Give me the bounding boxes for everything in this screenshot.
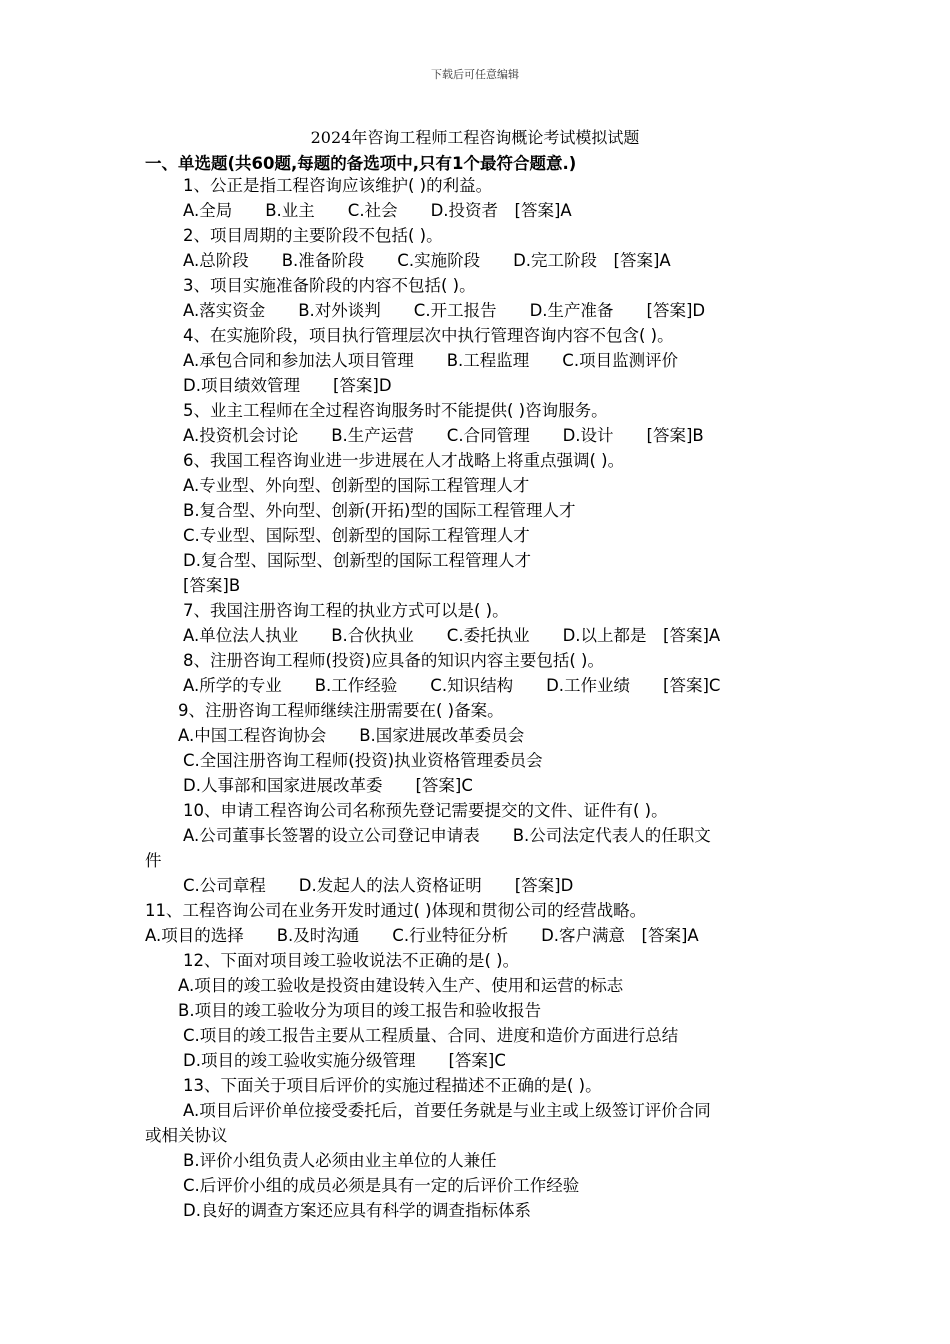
text-line: C.专业型、国际型、创新型的国际工程管理人才: [183, 526, 530, 545]
text-line: A.投资机会讨论 B.生产运营 C.合同管理 D.设计 [答案]B: [183, 426, 704, 445]
text-line: A.项目的竣工验收是投资由建设转入生产、使用和运营的标志: [178, 976, 624, 995]
text-line: 12、下面对项目竣工验收说法不正确的是( )。: [183, 951, 520, 970]
text-line: C.全国注册咨询工程师(投资)执业资格管理委员会: [183, 751, 543, 770]
text-line: A.所学的专业 B.工作经验 C.知识结构 D.工作业绩 [答案]C: [183, 676, 721, 695]
text-line: A.全局 B.业主 C.社会 D.投资者 [答案]A: [183, 201, 572, 220]
text-line: 9、注册咨询工程师继续注册需要在( )备案。: [178, 701, 504, 720]
text-line: B.评价小组负责人必须由业主单位的人兼任: [183, 1151, 497, 1170]
text-line: 1、公正是指工程咨询应该维护( )的利益。: [183, 176, 493, 195]
text-line: D.人事部和国家进展改革委 [答案]C: [183, 776, 473, 795]
text-line: 6、我国工程咨询业进一步进展在人才战略上将重点强调( )。: [183, 451, 625, 470]
text-line: 或相关协议: [145, 1126, 228, 1145]
text-line: A.项目的选择 B.及时沟通 C.行业特征分析 D.客户满意 [答案]A: [145, 926, 699, 945]
text-line: A.落实资金 B.对外谈判 C.开工报告 D.生产准备 [答案]D: [183, 301, 706, 320]
document-title: 2024年咨询工程师工程咨询概论考试模拟试题: [310, 128, 640, 147]
text-line: C.后评价小组的成员必须是具有一定的后评价工作经验: [183, 1176, 580, 1195]
text-line: C.项目的竣工报告主要从工程质量、合同、进度和造价方面进行总结: [183, 1026, 679, 1045]
text-line: 13、下面关于项目后评价的实施过程描述不正确的是( )。: [183, 1076, 602, 1095]
text-line: D.项目的竣工验收实施分级管理 [答案]C: [183, 1051, 506, 1070]
text-line: B.项目的竣工验收分为项目的竣工报告和验收报告: [178, 1001, 542, 1020]
header-note: 下载后可任意编辑: [431, 68, 519, 81]
text-line: 5、业主工程师在全过程咨询服务时不能提供( )咨询服务。: [183, 401, 608, 420]
text-line: A.总阶段 B.准备阶段 C.实施阶段 D.完工阶段 [答案]A: [183, 251, 671, 270]
text-line: A.承包合同和参加法人项目管理 B.工程监理 C.项目监测评价: [183, 351, 679, 370]
text-line: 7、我国注册咨询工程的执业方式可以是( )。: [183, 601, 509, 620]
text-line: 8、注册咨询工程师(投资)应具备的知识内容主要包括( )。: [183, 651, 604, 670]
text-line: [答案]B: [183, 576, 241, 595]
text-line: B.复合型、外向型、创新(开拓)型的国际工程管理人才: [183, 501, 576, 520]
text-line: 11、工程咨询公司在业务开发时通过( )体现和贯彻公司的经营战略。: [145, 901, 647, 920]
text-line: 3、项目实施准备阶段的内容不包括( )。: [183, 276, 476, 295]
text-line: D.复合型、国际型、创新型的国际工程管理人才: [183, 551, 531, 570]
text-line: D.良好的调查方案还应具有科学的调查指标体系: [183, 1201, 531, 1220]
text-line: A.中国工程咨询协会 B.国家进展改革委员会: [178, 726, 525, 745]
text-line: D.项目绩效管理 [答案]D: [183, 376, 392, 395]
text-line: A.公司董事长签署的设立公司登记申请表 B.公司法定代表人的任职文: [183, 826, 711, 845]
text-line: 件: [145, 851, 162, 870]
text-line: A.项目后评价单位接受委托后，首要任务就是与业主或上级签订评价合同: [183, 1101, 711, 1120]
text-line: A.专业型、外向型、创新型的国际工程管理人才: [183, 476, 530, 495]
section-heading: 一、单选题(共60题,每题的备选项中,只有1个最符合题意.): [145, 154, 577, 173]
text-line: 2、项目周期的主要阶段不包括( )。: [183, 226, 443, 245]
text-line: C.公司章程 D.发起人的法人资格证明 [答案]D: [183, 876, 574, 895]
text-line: A.单位法人执业 B.合伙执业 C.委托执业 D.以上都是 [答案]A: [183, 626, 721, 645]
text-line: 4、在实施阶段，项目执行管理层次中执行管理咨询内容不包含( )。: [183, 326, 674, 345]
text-line: 10、申请工程咨询公司名称预先登记需要提交的文件、证件有( )。: [183, 801, 668, 820]
